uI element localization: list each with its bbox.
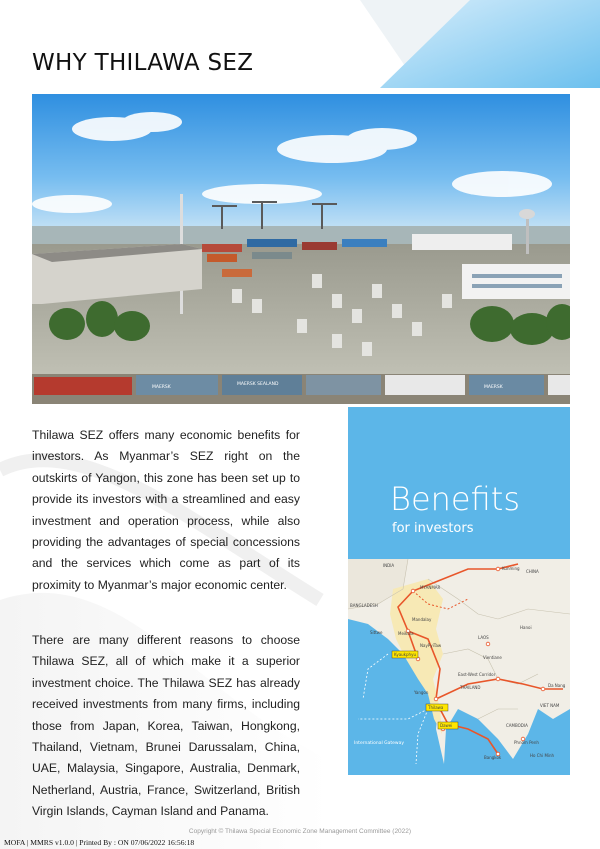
map-label-china: CHINA — [526, 569, 539, 574]
container-label: MAERSK SEALAND — [237, 382, 279, 387]
map-label-myanmar: MYANMAR — [420, 585, 441, 590]
map-city-yangon: Yangon — [414, 690, 429, 695]
page-title: WHY THILAWA SEZ — [32, 50, 254, 76]
map-label-india: INDIA — [383, 563, 395, 568]
map-label-bangladesh: BANGLADESH — [350, 603, 378, 608]
map-label-laos: LAOS — [478, 635, 489, 640]
map-city-kunming: Kunming — [502, 566, 520, 571]
body-paragraph-1: Thilawa SEZ offers many economic benefits for investors. As Myanmar’s SEZ right on the outskirts of Yangon, this zone has been set up to provide its investors with a streamlined and easy investment and operation process, while also providing the advantages of special concessions and the services which come as part of its proximity to Myanmar’s major economic center. — [32, 428, 300, 592]
map-corridor-label: East-West Corridor — [458, 672, 496, 677]
map-city-danang: Da Nang — [548, 683, 566, 688]
regional-map — [348, 559, 570, 775]
copyright-notice: Copyright © Thilawa Special Economic Zone Management Committee (2022) — [188, 828, 412, 835]
map-city-bangkok: Bangkok — [484, 755, 502, 760]
benefits-panel — [348, 407, 570, 559]
benefits-title: Benefits — [390, 480, 520, 518]
benefits-subtitle: for investors — [392, 521, 474, 536]
print-stamp: MOFA | MMRS v1.0.0 | Printed By : ON 07/06/2022 16:56:18 — [4, 838, 195, 847]
map-city-dawei: Dawei — [440, 723, 453, 728]
container-label: MAERSK — [484, 385, 503, 390]
map-label-vietnam: VIET NAM — [540, 703, 560, 708]
map-label-cambodia: CAMBODIA — [506, 723, 528, 728]
map-gateway-label: International Gateway — [354, 741, 405, 746]
map-city-vientiane: Vientiane — [483, 655, 502, 660]
body-paragraph-2: There are many different reasons to choose Thilawa SEZ, all of which make it a superior investment choice. The Thilawa SEZ has already received investments from many firms, including those from Japan, Korea, Taiwan, Hongkong, Thailand, Vietnam, Brunei Darussalam, China, UAE, Malaysia, Singapore, Australia, Denmark, Netherland, Austria, France, Switzerland, British Virgin Islands, Cayman Island and Panama. — [32, 633, 300, 819]
map-label-thailand: THAILAND — [460, 685, 481, 690]
map-city-ho-chi-minh: Ho Chi Minh — [530, 753, 555, 758]
map-city-sittwe: Sittwe — [370, 630, 383, 635]
container-label: MAERSK — [152, 385, 171, 390]
map-city-thilawa: Thilawa — [428, 705, 444, 710]
hero-port-photo — [32, 94, 570, 404]
map-city-hanoi: Hanoi — [520, 625, 532, 630]
map-city-kyaukphyu: Kyaukphyu — [394, 652, 416, 657]
map-city-meiktila: Meiktila — [398, 631, 414, 636]
map-city-naypyitaw: NayPyiTaw — [420, 643, 442, 648]
map-city-phnom-penh: Phnom Penh — [514, 740, 539, 745]
map-city-mandalay: Mandalay — [412, 617, 432, 622]
